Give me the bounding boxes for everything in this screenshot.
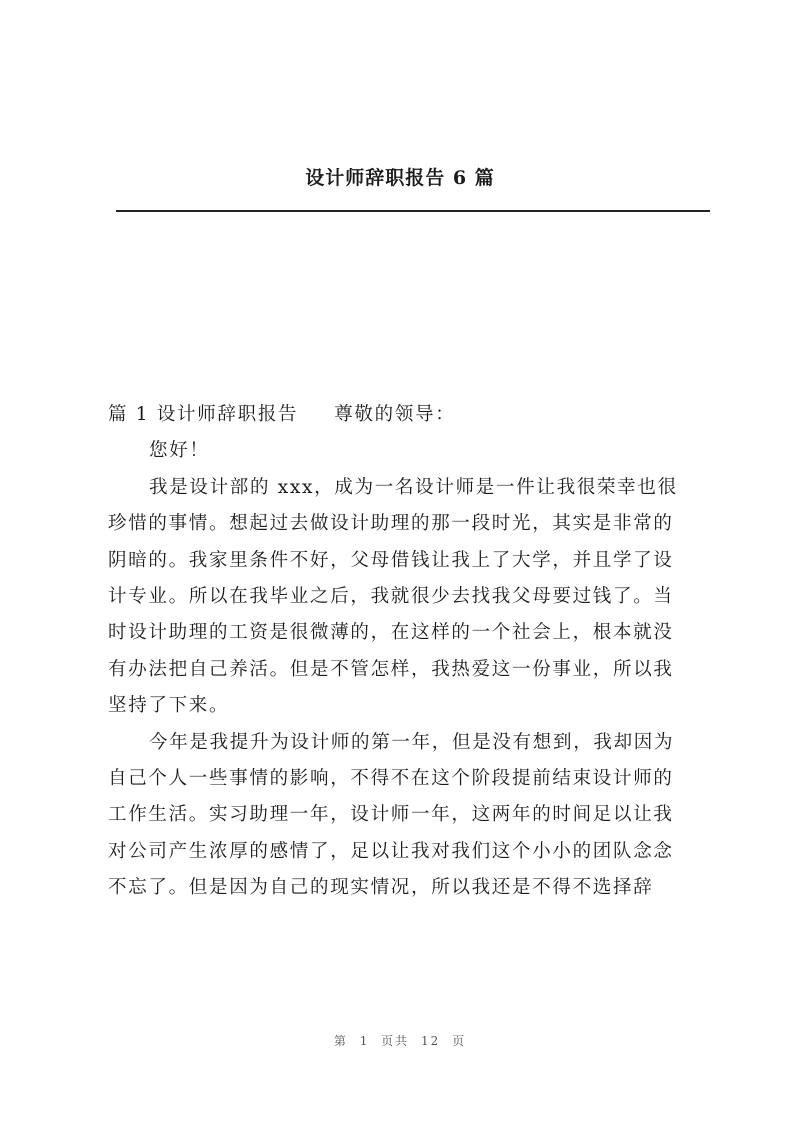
paragraph-line: 珍惜的事情。想起过去做设计助理的那一段时光，其实是非常的 [108, 513, 674, 535]
page-number-footer: 第 1 页共 12 页 [333, 1034, 467, 1048]
paragraph-line: 我是设计部的 xxx，成为一名设计师是一件让我很荣幸也很 [149, 476, 678, 498]
paragraph-line: 时设计助理的工资是很微薄的，在这样的一个社会上，根本就没 [108, 622, 674, 644]
paragraph-line: 坚持了下来。 [108, 695, 230, 717]
paragraph-line: 有办法把自己养活。但是不管怎样，我热爱这一份事业，所以我 [108, 658, 674, 680]
paragraph-line: 自己个人一些事情的影响，不得不在这个阶段提前结束设计师的 [108, 767, 674, 789]
document-title: 设计师辞职报告 6 篇 [305, 167, 495, 189]
document-body [108, 397, 712, 906]
section-label: 篇 1 设计师辞职报告 [108, 404, 299, 425]
paragraph-line: 工作生活。实习助理一年，设计师一年，这两年的时间足以让我 [108, 804, 674, 826]
paragraph-line: 对公司产生浓厚的感情了，足以让我对我们这个小小的团队念念 [108, 840, 674, 862]
title-divider [116, 210, 710, 212]
heading-line [108, 397, 712, 433]
paragraph-line: 计专业。所以在我毕业之后，我就很少去找我父母要过钱了。当 [108, 585, 674, 607]
paragraph-line: 不忘了。但是因为自己的现实情况，所以我还是不得不选择辞 [108, 877, 654, 899]
paragraph-line: 今年是我提升为设计师的第一年，但是没有想到，我却因为 [149, 731, 675, 753]
greeting-line: 您好！ [149, 440, 210, 462]
paragraph-line: 阴暗的。我家里条件不好，父母借钱让我上了大学，并且学了设 [108, 549, 674, 571]
salutation: 尊敬的领导： [334, 404, 456, 425]
